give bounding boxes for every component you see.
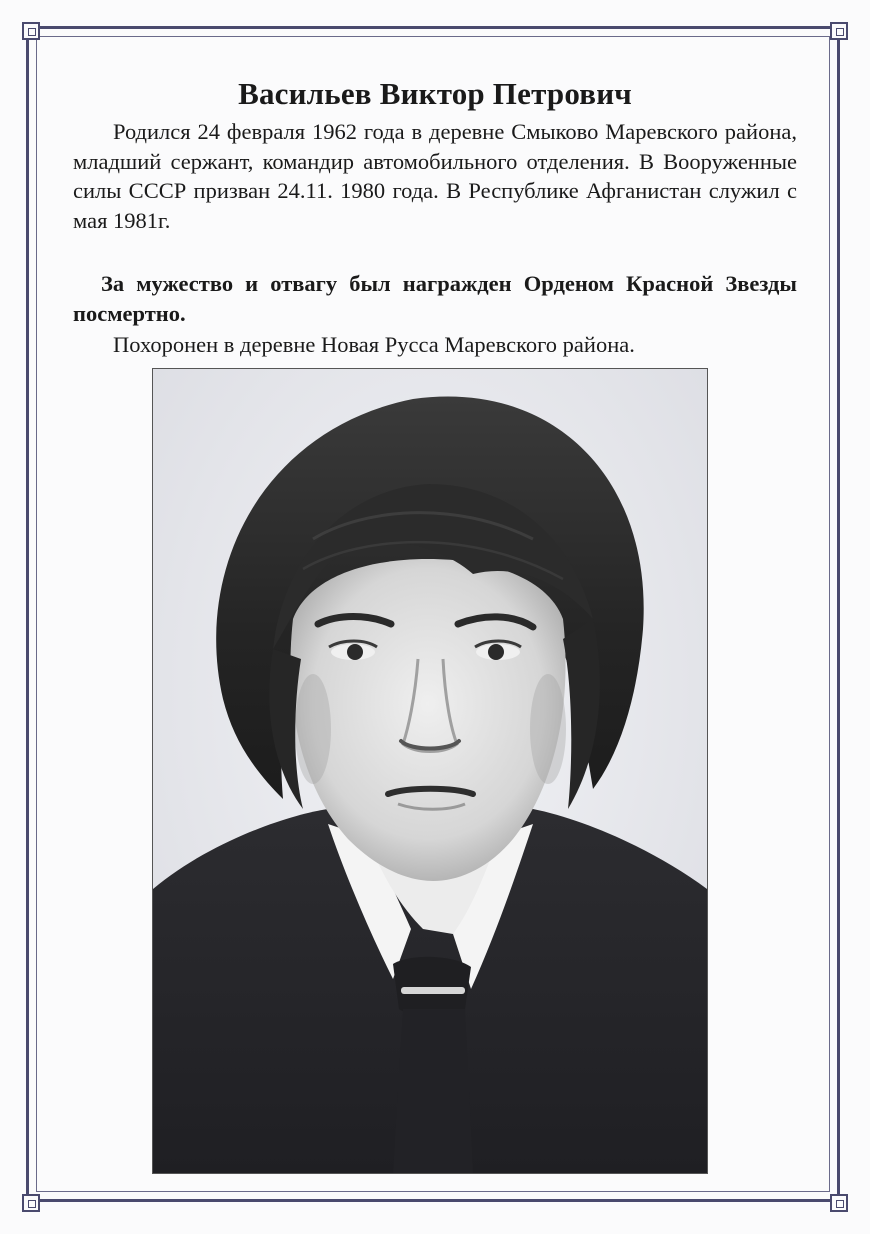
frame-corner-ornament	[830, 22, 848, 40]
frame-corner-ornament	[22, 1194, 40, 1212]
burial-paragraph: Похоронен в деревне Новая Русса Маревского района.	[113, 332, 635, 357]
frame-corner-ornament	[22, 22, 40, 40]
portrait-photo-icon	[153, 369, 707, 1173]
frame-corner-ornament	[830, 1194, 848, 1212]
biography-paragraph: Родился 24 февраля 1962 года в деревне Смыково Маревского района, младший сержант, командир автомобильного отделения. В Вооруженные силы СССР призван 24.11. 1980 года. В Республике Афганистан служил с мая 1981г.	[73, 119, 797, 233]
portrait-photo	[152, 368, 708, 1174]
award-paragraph: За мужество и отвагу был награжден Орденом Красной Звезды посмертно.	[73, 271, 797, 326]
page-title: Васильев Виктор Петрович	[238, 76, 632, 111]
